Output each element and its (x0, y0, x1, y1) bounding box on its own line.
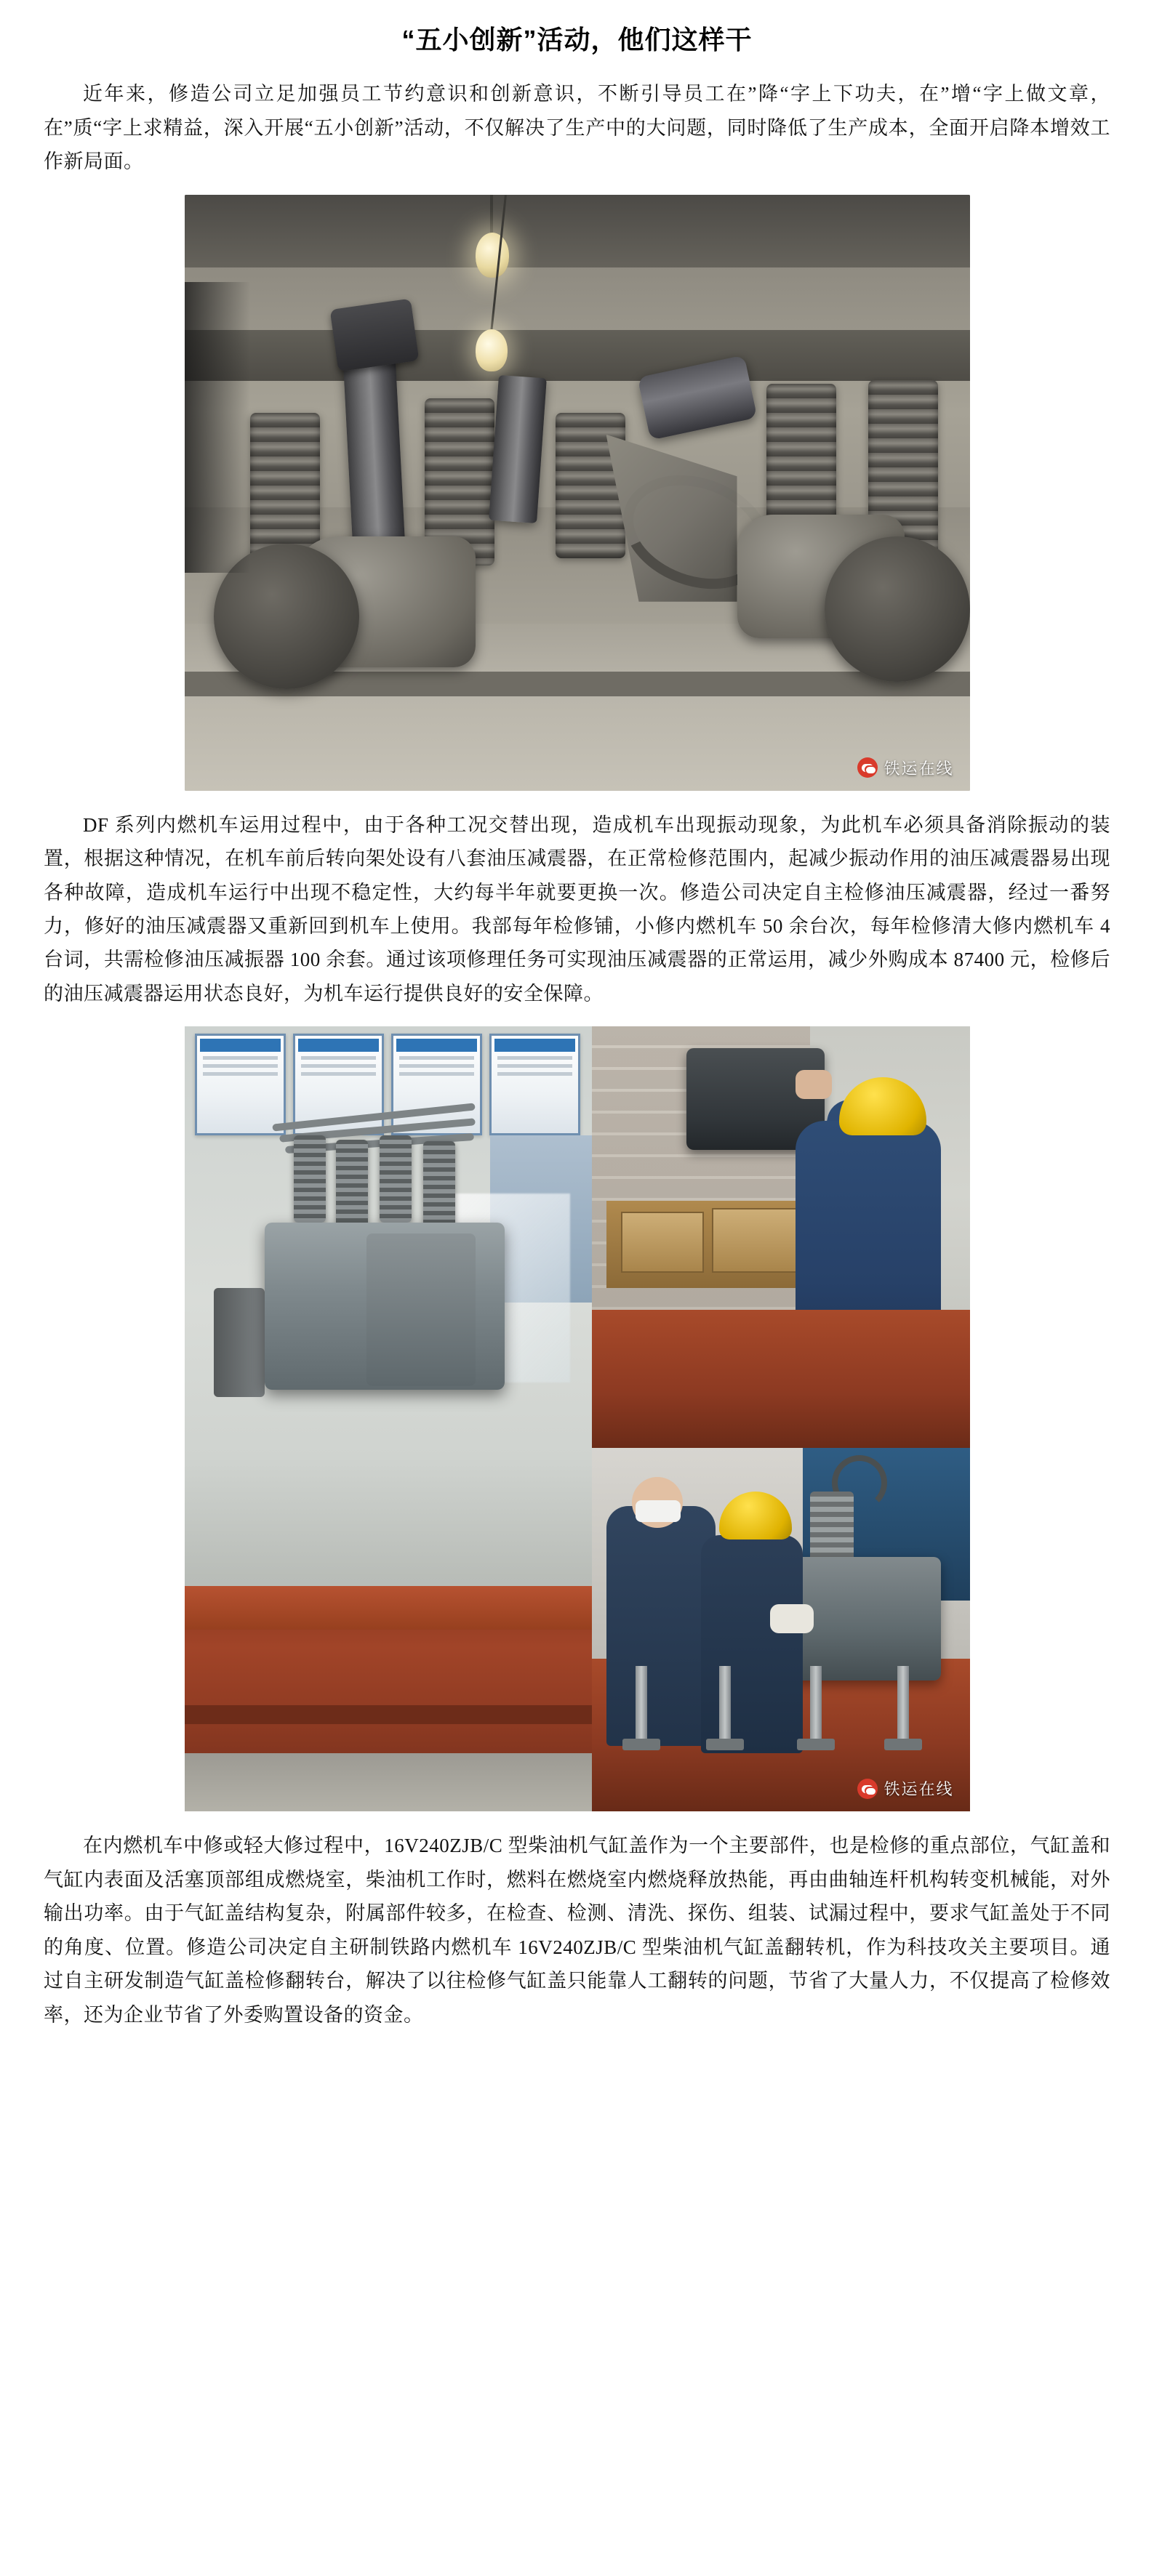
valve-spring (810, 1492, 854, 1564)
board-line (399, 1056, 474, 1060)
cylinder-head-on-bench-photo (185, 1026, 592, 1811)
hydraulic-damper (489, 375, 547, 523)
workshop-floor (185, 1753, 592, 1811)
figure-locomotive-bogie (185, 195, 970, 791)
board-header (200, 1039, 281, 1052)
red-workbench (592, 1310, 970, 1448)
workers-inspecting-part-photo (592, 1448, 970, 1811)
board-line (399, 1072, 474, 1076)
watermark-label: 铁运在线 (883, 759, 954, 778)
workbench-rail (185, 1705, 592, 1724)
coil-spring (250, 413, 320, 565)
board-line (497, 1056, 572, 1060)
photo-collage (185, 1026, 970, 1811)
board-line (301, 1072, 376, 1076)
fixture-post (897, 1666, 909, 1746)
board-line (203, 1064, 278, 1068)
board-header (298, 1039, 379, 1052)
worker-lifting-part-photo (592, 1026, 970, 1448)
page-title: “五小创新”活动，他们这样干 (401, 25, 753, 55)
board-line (497, 1064, 572, 1068)
fixture-post-base (706, 1739, 744, 1750)
valve-spring (380, 1135, 412, 1223)
hydraulic-damper-mount (329, 298, 419, 371)
valve-spring (336, 1140, 368, 1227)
wooden-crate (712, 1208, 802, 1273)
notice-board (489, 1034, 580, 1135)
wheel (825, 536, 970, 682)
fixture-post (636, 1666, 647, 1746)
board-header (494, 1039, 575, 1052)
paragraph-3: 在内燃机车中修或轻大修过程中，16V240ZJB/C 型柴油机气缸盖作为一个主要部件，也是检修的重点部位，气缸盖和气缸内表面及活塞顶部组成燃烧室，柴油机工作时，燃料在燃烧室内燃烧释放热能，再由曲轴连杆机构转变机械能，对外输出功率。由于气缸盖结构复杂，附属部件较多，在检查、检测、清洗、探伤、组装、试漏过程中，要求气缸盖处于不同的角度、位置。修造公司决定自主研制铁路内燃机车 16V240ZJB/C 型柴油机气缸盖翻转机，作为科技攻关主要项目。通过自主研发制造气缸盖检修翻转台，解决了以往检修气缸盖只能靠人工翻转的问题，节省了大量人力，不仅提高了检修效率，还为企业节省了外委购置设备的资金。 (44, 1835, 1110, 2026)
cylinder-head-face (366, 1233, 476, 1386)
board-line (203, 1072, 278, 1076)
board-line (301, 1064, 376, 1068)
paragraph-1: 近年来，修造公司立足加强员工节约意识和创新意识，不断引导员工在”降“字上下功夫，在”增“字上做文章，在”质“字上求精益，深入开展“五小创新”活动，不仅解决了生产中的大问题，同时降低了生产成本，全面开启降本增效工作新局面。 (44, 83, 1110, 173)
wechat-icon (857, 757, 878, 778)
board-line (203, 1056, 278, 1060)
valve-spring (423, 1141, 455, 1228)
photo-shadow (185, 282, 250, 573)
board-line (301, 1056, 376, 1060)
support-stand (214, 1288, 265, 1397)
valve-springs (294, 1135, 483, 1230)
locomotive-underframe (185, 330, 970, 381)
paragraph-2: DF 系列内燃机车运用过程中，由于各种工况交替出现，造成机车出现振动现象，为此机车必须具备消除振动的装置，根据这种情况，在机车前后转向架处设有八套油压减震器，在正常检修范围内，起减少振动作用的油压减震器易出现各种故障，造成机车运行中出现不稳定性，大约每半年就要更换一次。修造公司决定自主检修油压减震器，经过一番努力，修好的油压减震器又重新回到机车上使用。我部每年检修铺，小修内燃机车 50 余台次，每年检修清大修内燃机车 4 台词，共需检修油压减振器 100 余套。通过该项修理任务可实现油压减震器的正常运用，减少外购成本 87400 元，检修后的油压减震器运用状态良好，为机车运行提供良好的安全保障。 (44, 813, 1110, 1005)
board-line (497, 1072, 572, 1076)
face-mask (636, 1500, 681, 1522)
fixture-post-base (884, 1739, 922, 1750)
watermark (857, 1777, 953, 1800)
watermark-label: 铁运在线 (883, 1780, 954, 1799)
wechat-icon (857, 1779, 878, 1799)
worker-hand (796, 1070, 832, 1099)
locomotive-bogie-photo (185, 195, 970, 791)
fixture-post-base (797, 1739, 835, 1750)
board-header (396, 1039, 477, 1052)
turnover-fixture-posts (592, 1651, 970, 1746)
wooden-crate (621, 1212, 704, 1273)
work-glove (770, 1604, 814, 1633)
figure-cylinder-head (185, 1026, 970, 1811)
fixture-post-base (622, 1739, 660, 1750)
light-bulb-secondary (476, 329, 508, 371)
valve-spring (294, 1135, 326, 1223)
workbench-top (185, 1586, 592, 1630)
watermark (857, 757, 953, 779)
fixture-post (719, 1666, 731, 1746)
fixture-post (810, 1666, 822, 1746)
lamp-cord (490, 195, 493, 238)
light-bulb (476, 233, 509, 278)
coil-spring (556, 413, 625, 558)
board-line (399, 1064, 474, 1068)
